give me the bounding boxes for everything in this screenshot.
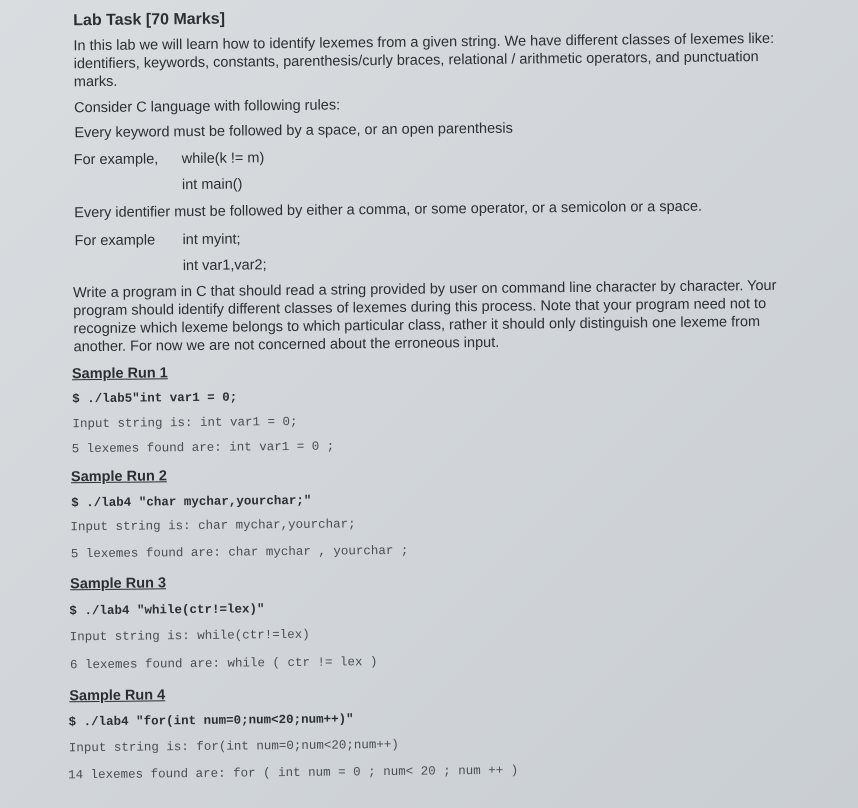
sample-run-2-command: $ ./lab4 "char mychar,yourchar;" — [71, 493, 312, 511]
sample-run-1-input: Input string is: int var1 = 0; — [72, 414, 298, 432]
sample-run-1-heading: Sample Run 1 — [71, 365, 168, 383]
example2-line-2: int var1,var2; — [182, 257, 267, 275]
rule-keyword: Every keyword must be followed by a space, or an open parenthesis — [74, 120, 513, 142]
sample-run-3-found: 6 lexemes found are: while ( ctr != lex ) — [69, 655, 378, 673]
task-line-1: Write a program in C that should read a string provided by user on command line character by character. Your — [72, 277, 777, 302]
sample-run-2-found: 5 lexemes found are: char mychar , yourchar ; — [70, 543, 409, 562]
example1-label: For example, — [73, 151, 159, 169]
sample-run-4-command: $ ./lab4 "for(int num=0;num<20;num++)" — [68, 712, 354, 730]
sample-run-1-command: $ ./lab5"int var1 = 0; — [72, 390, 238, 407]
page-title: Lab Task [70 Marks] — [73, 10, 226, 30]
sample-run-2-heading: Sample Run 2 — [70, 468, 167, 486]
intro-line-2: identifiers, keywords, constants, parenthesis/curly braces, relational / arithmetic operators, and punctuation — [73, 49, 759, 73]
sample-run-4-input: Input string is: for(int num=0;num<20;num++) — [68, 737, 399, 756]
example1-line-1: while(k != m) — [181, 150, 265, 168]
rule-identifier: Every identifier must be followed by either a comma, or some operator, or a semicolon or a space. — [74, 198, 703, 222]
sample-run-3-input: Input string is: while(ctr!=lex) — [69, 627, 310, 645]
consider-text: Consider C language with following rules: — [74, 97, 341, 117]
sample-run-4-heading: Sample Run 4 — [69, 687, 166, 705]
example1-line-2: int main() — [181, 176, 243, 194]
example2-label: For example — [74, 232, 156, 250]
task-line-3: recognize which lexeme belongs to which particular class, rather it should only distinguish one lexeme from — [73, 314, 761, 338]
sample-run-4-found: 14 lexemes found are: for ( int num = 0 ; num< 20 ; num ++ ) — [68, 763, 519, 783]
sample-run-3-command: $ ./lab4 "while(ctr!=lex)" — [69, 602, 265, 619]
sample-run-3-heading: Sample Run 3 — [70, 575, 167, 593]
task-line-4: another. For now we are not concerned about the erroneous input. — [73, 334, 500, 356]
example2-line-1: int myint; — [182, 231, 241, 249]
sample-run-1-found: 5 lexemes found are: int var1 = 0 ; — [71, 439, 335, 457]
sample-run-2-input: Input string is: char mychar,yourchar; — [70, 517, 356, 535]
intro-line-1: In this lab we will learn how to identify lexemes from a given string. We have different classes of lexemes like: — [73, 30, 775, 55]
task-line-2: program should identify different classes of lexemes during this process. Note that your program need not to — [73, 295, 767, 320]
intro-line-3: marks. — [73, 73, 118, 91]
